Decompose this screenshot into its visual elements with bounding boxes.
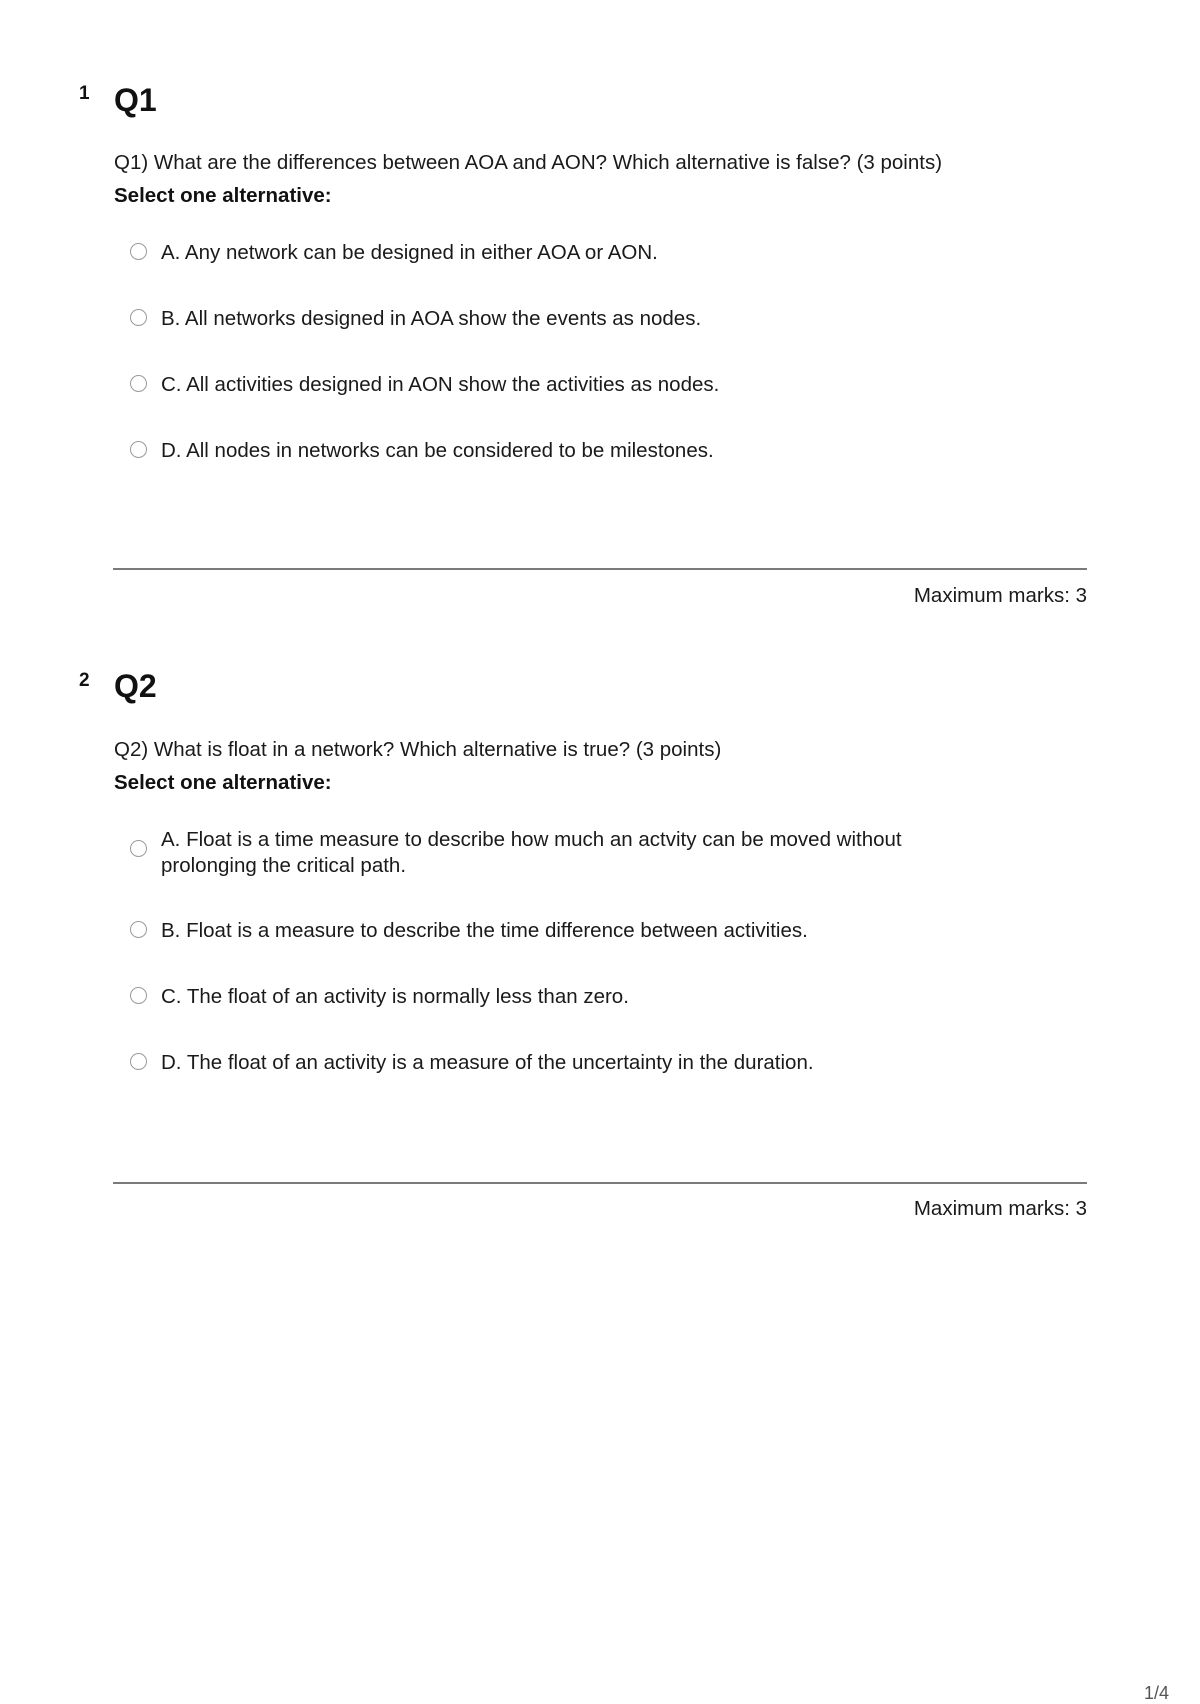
option-label: C. The float of an activity is normally less than zero. — [161, 985, 629, 1008]
question-instruction: Select one alternative: — [114, 184, 332, 207]
option-label: B. All networks designed in AOA show the events as nodes. — [161, 307, 702, 330]
option-d[interactable] — [130, 438, 990, 464]
option-b[interactable] — [130, 306, 990, 332]
question-title: Q2 — [114, 668, 157, 704]
radio-button[interactable] — [130, 375, 147, 392]
option-a[interactable] — [130, 240, 990, 266]
option-label: A. Any network can be designed in either AOA or AON. — [161, 241, 658, 264]
question-number: 2 — [79, 670, 90, 691]
question-number: 1 — [79, 83, 90, 104]
option-c[interactable] — [130, 372, 990, 398]
radio-button[interactable] — [130, 840, 147, 857]
option-label: A. Float is a time measure to describe how much an actvity can be moved without prolonging the critical path. — [161, 828, 902, 877]
radio-button[interactable] — [130, 1053, 147, 1070]
question-text: Q1) What are the differences between AOA and AON? Which alternative is false? (3 points) — [114, 151, 943, 174]
option-a[interactable] — [130, 827, 990, 879]
question-instruction: Select one alternative: — [114, 771, 332, 794]
option-d[interactable] — [130, 1050, 990, 1076]
option-b[interactable] — [130, 918, 990, 944]
radio-button[interactable] — [130, 987, 147, 1004]
option-c[interactable] — [130, 984, 990, 1010]
option-label: D. All nodes in networks can be considered to be milestones. — [161, 439, 714, 462]
maximum-marks: Maximum marks: 3 — [913, 584, 1087, 607]
radio-button[interactable] — [130, 441, 147, 458]
divider — [113, 1182, 1087, 1184]
question-title: Q1 — [114, 82, 157, 118]
option-label: C. All activities designed in AON show the activities as nodes. — [161, 373, 720, 396]
radio-button[interactable] — [130, 921, 147, 938]
page-number: 1/4 — [1143, 1683, 1169, 1703]
radio-button[interactable] — [130, 243, 147, 260]
option-label: D. The float of an activity is a measure of the uncertainty in the duration. — [161, 1051, 814, 1074]
maximum-marks: Maximum marks: 3 — [913, 1197, 1087, 1220]
radio-button[interactable] — [130, 309, 147, 326]
question-text: Q2) What is float in a network? Which alternative is true? (3 points) — [114, 738, 722, 761]
option-label: B. Float is a measure to describe the time difference between activities. — [161, 919, 808, 942]
divider — [113, 568, 1087, 570]
